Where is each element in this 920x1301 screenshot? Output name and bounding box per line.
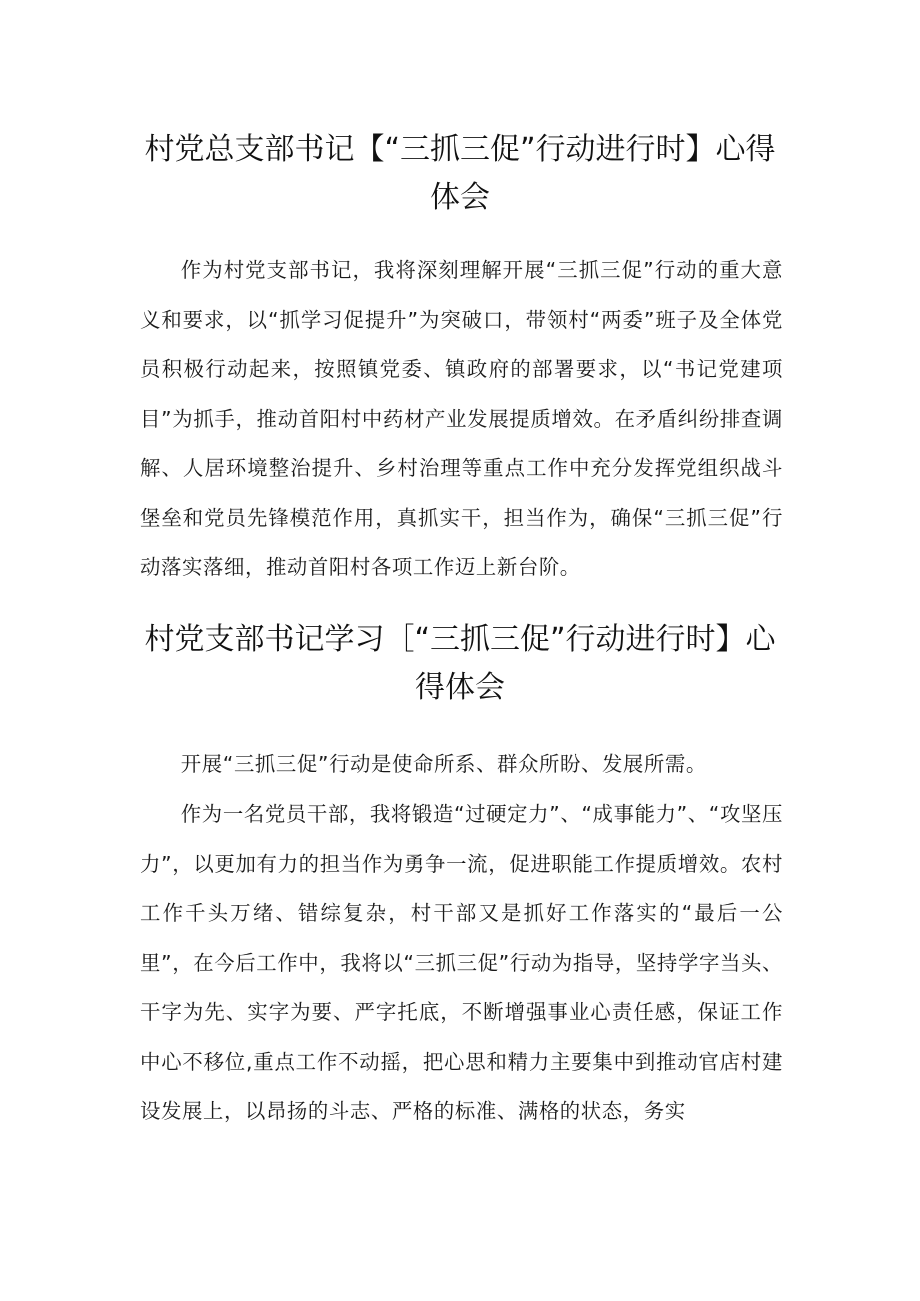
section-2-paragraph-1: 开展“三抓三促”行动是使命所系、群众所盼、发展所需。 <box>180 752 707 776</box>
section-1-title: 村党总支部书记【“三抓三促”行动进行时】心得体会 <box>144 132 776 215</box>
section-2-title: 村党支部书记学习［“三抓三促”行动进行时】心得体会 <box>144 622 776 705</box>
section-1-paragraph-1: 作为村党支部书记，我将深刻理解开展“三抓三促”行动的重大意义和要求，以“抓学习促提升”为突破口，带领村“两委”班子及全体党员积极行动起来，按照镇党委、镇政府的部署要求，以“书记党建项目”为抓手，推动首阳村中药材产业发展提质增效。在矛盾纠纷排查调解、人居环境整治提升、乡村治理等重点工作中充分发挥党组织战斗堡垒和党员先锋模范作用，真抓实干，担当作为，确保“三抓三促”行动落实落细，推动首阳村各项工作迈上新台阶。 <box>140 258 783 579</box>
section-2-paragraph-2: 作为一名党员干部，我将锻造“过硬定力”、“成事能力”、“攻坚压力”，以更加有力的担当作为勇争一流，促进职能工作提质增效。农村工作千头万绪、错综复杂，村干部又是抓好工作落实的“最后一公里”，在今后工作中，我将以“三抓三促”行动为指导，坚持学字当头、干字为先、实字为要、严字托底，不断增强事业心责任感，保证工作中心不移位,重点工作不动摇，把心思和精力主要集中到推动官店村建设发展上，以昂扬的斗志、严格的标准、满格的状态，务实 <box>140 802 783 1123</box>
